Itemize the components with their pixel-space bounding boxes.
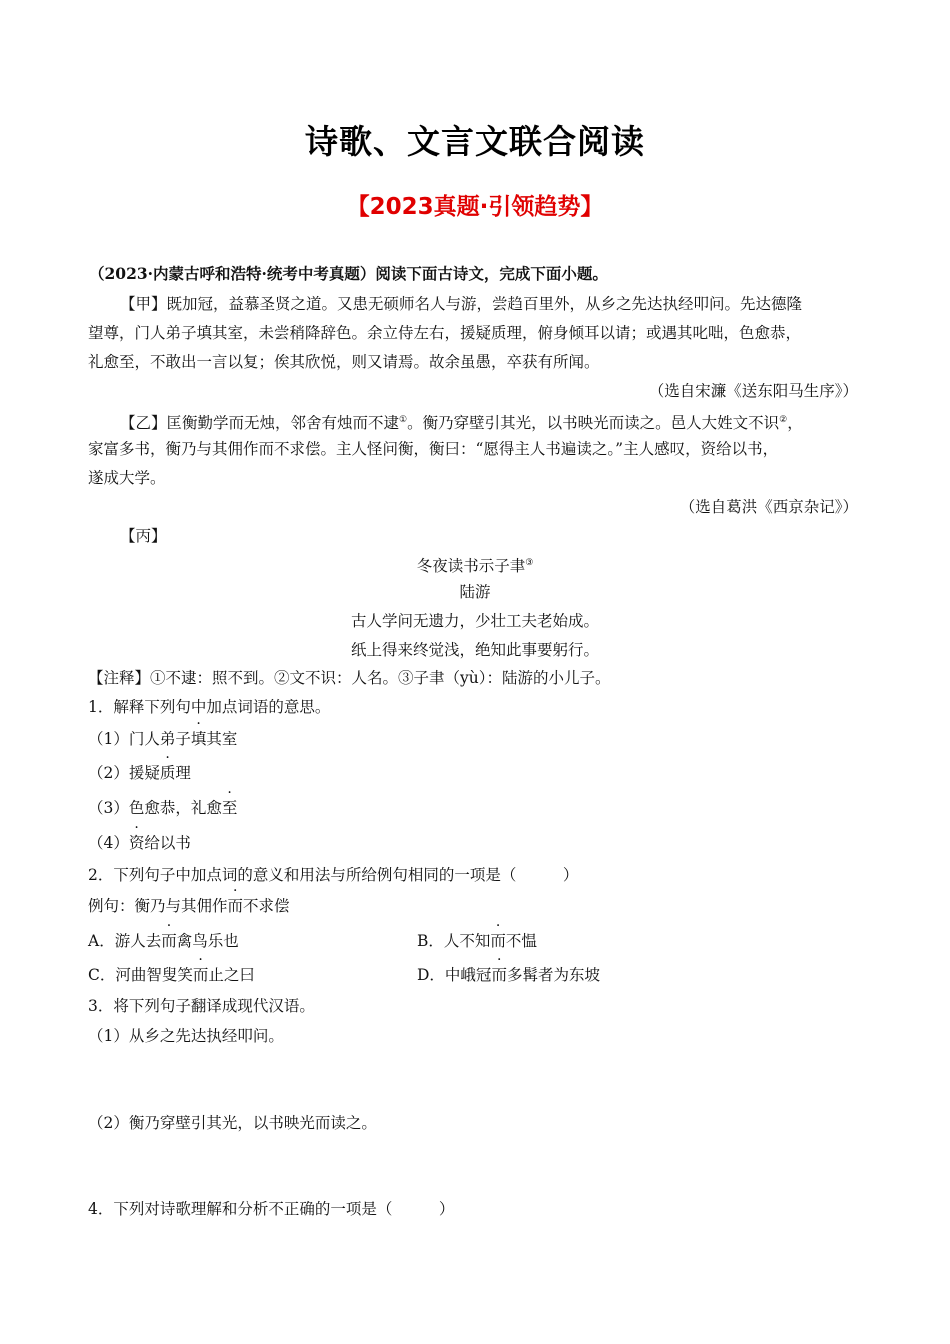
q1-item-3 (88, 798, 237, 818)
question-1-stem: 1．解释下列句中加点词语的意思。 (88, 698, 331, 716)
jia-line-1: 【甲】既加冠，益慕圣贤之道。又患无硕师名人与游，尝趋百里外，从乡之先达执经叩问。先达德隆 (120, 295, 803, 313)
page-subtitle: 【2023真题·引领趋势】 (346, 194, 604, 220)
yi-line-1c: ， (787, 414, 803, 433)
q2-option-d-dotted-word: 而 (491, 966, 507, 984)
q1-item-4-pre: （4） (88, 834, 129, 852)
q1-item-4 (88, 833, 191, 853)
q1-item-3-dotted-word: 至 (221, 799, 238, 817)
poem-verse-1: 古人学问无遗力，少壮工夫老始成。 (350, 612, 599, 630)
q2-option-b-dotted-word: 而 (490, 932, 506, 950)
q2-option-a-post: 禽鸟乐也 (176, 932, 239, 950)
yi-line-3: 遂成大学。 (88, 469, 166, 487)
q2-option-a-pre: A．游人去 (88, 932, 162, 950)
q2-option-d-pre: D．中峨冠 (417, 966, 492, 984)
q1-item-4-dotted-word: 资 (128, 834, 145, 852)
question-4-stem: 4．下列对诗歌理解和分析不正确的一项是（ ） (88, 1200, 455, 1218)
jia-line-2: 望尊，门人弟子填其室，未尝稍降辞色。余立侍左右，援疑质理，俯身倾耳以请；或遇其叱咄，色愈恭， (88, 324, 802, 342)
q2-option-c-dotted-word: 而 (192, 966, 209, 984)
yi-source: （选自葛洪《西京杂记》） (679, 498, 858, 516)
footnote-1: ① (399, 415, 408, 425)
q2-option-b[interactable] (417, 931, 537, 951)
q2-option-a[interactable] (88, 931, 239, 951)
poem-title-text: 冬夜读书示子聿 (416, 557, 526, 576)
q2-example-post: 不求偿 (243, 897, 290, 915)
annotation-notes: 【注释】①不逮：照不到。②文不识：人名。③子聿（yù）：陆游的小儿子。 (88, 669, 611, 687)
q2-option-b-post: 不愠 (505, 932, 537, 950)
q1-item-4-post: 给以书 (144, 834, 191, 852)
q2-example (88, 896, 290, 916)
q2-option-d[interactable] (417, 965, 600, 985)
yi-line-2: 家富多书，衡乃与其佣作而不求偿。主人怪问衡，衡曰：“愿得主人书遍读之。”主人感叹，资给以书， (88, 440, 779, 458)
yi-line-1 (120, 410, 803, 433)
q1-item-1 (88, 729, 237, 749)
q3-item-1: （1）从乡之先达执经叩问。 (88, 1027, 284, 1045)
poem-author: 陆游 (459, 583, 491, 601)
q1-item-2 (88, 763, 191, 783)
q2-option-c-pre: C．河曲智叟笑 (88, 966, 193, 984)
q2-option-b-pre: B．人不知 (417, 932, 491, 950)
question-2-stem: 2．下列句子中加点词的意义和用法与所给例句相同的一项是（ ） (88, 866, 579, 884)
question-3-stem: 3．将下列句子翻译成现代汉语。 (88, 997, 315, 1015)
q2-option-c[interactable] (88, 965, 255, 985)
page-title: 诗歌、文言文联合阅读 (305, 122, 645, 161)
poem-verse-2: 纸上得来终觉浅，绝知此事要躬行。 (350, 641, 599, 659)
footnote-3: ③ (525, 558, 534, 568)
poem-title (0, 553, 950, 576)
q2-example-dotted-word: 而 (227, 897, 244, 915)
q1-item-1-post: 其室 (206, 730, 238, 748)
q3-item-2: （2）衡乃穿壁引其光，以书映光而读之。 (88, 1114, 377, 1132)
q2-option-c-post: 止之曰 (208, 966, 255, 984)
q2-option-d-post: 多髯者为东坡 (506, 966, 600, 984)
footnote-2: ② (779, 415, 788, 425)
q1-item-2-post: 理 (175, 764, 191, 782)
q2-example-pre: 例句：衡乃与其佣作 (88, 897, 228, 915)
q1-item-1-pre: （1）门人弟子 (88, 730, 191, 748)
q1-item-2-dotted-word: 质 (159, 764, 176, 782)
q1-item-3-pre: （3）色愈恭，礼愈 (88, 799, 222, 817)
q2-option-a-dotted-word: 而 (161, 932, 177, 950)
q1-item-2-pre: （2）援疑 (88, 764, 160, 782)
jia-line-3: 礼愈至，不敢出一言以复；俟其欣悦，则又请焉。故余虽愚，卒获有所闻。 (88, 353, 600, 371)
jia-source: （选自宋濂《送东阳马生序》） (648, 382, 858, 400)
q1-item-1-dotted-word: 填 (190, 730, 207, 748)
yi-line-1b: 。衡乃穿壁引其光，以书映光而读之。邑人大姓文不识 (407, 414, 780, 433)
yi-line-1a: 【乙】匡衡勤学而无烛，邻舍有烛而不逮 (120, 414, 400, 433)
intro-text: （2023·内蒙古呼和浩特·统考中考真题）阅读下面古诗文，完成下面小题。 (89, 264, 608, 283)
bing-label: 【丙】 (120, 527, 167, 545)
